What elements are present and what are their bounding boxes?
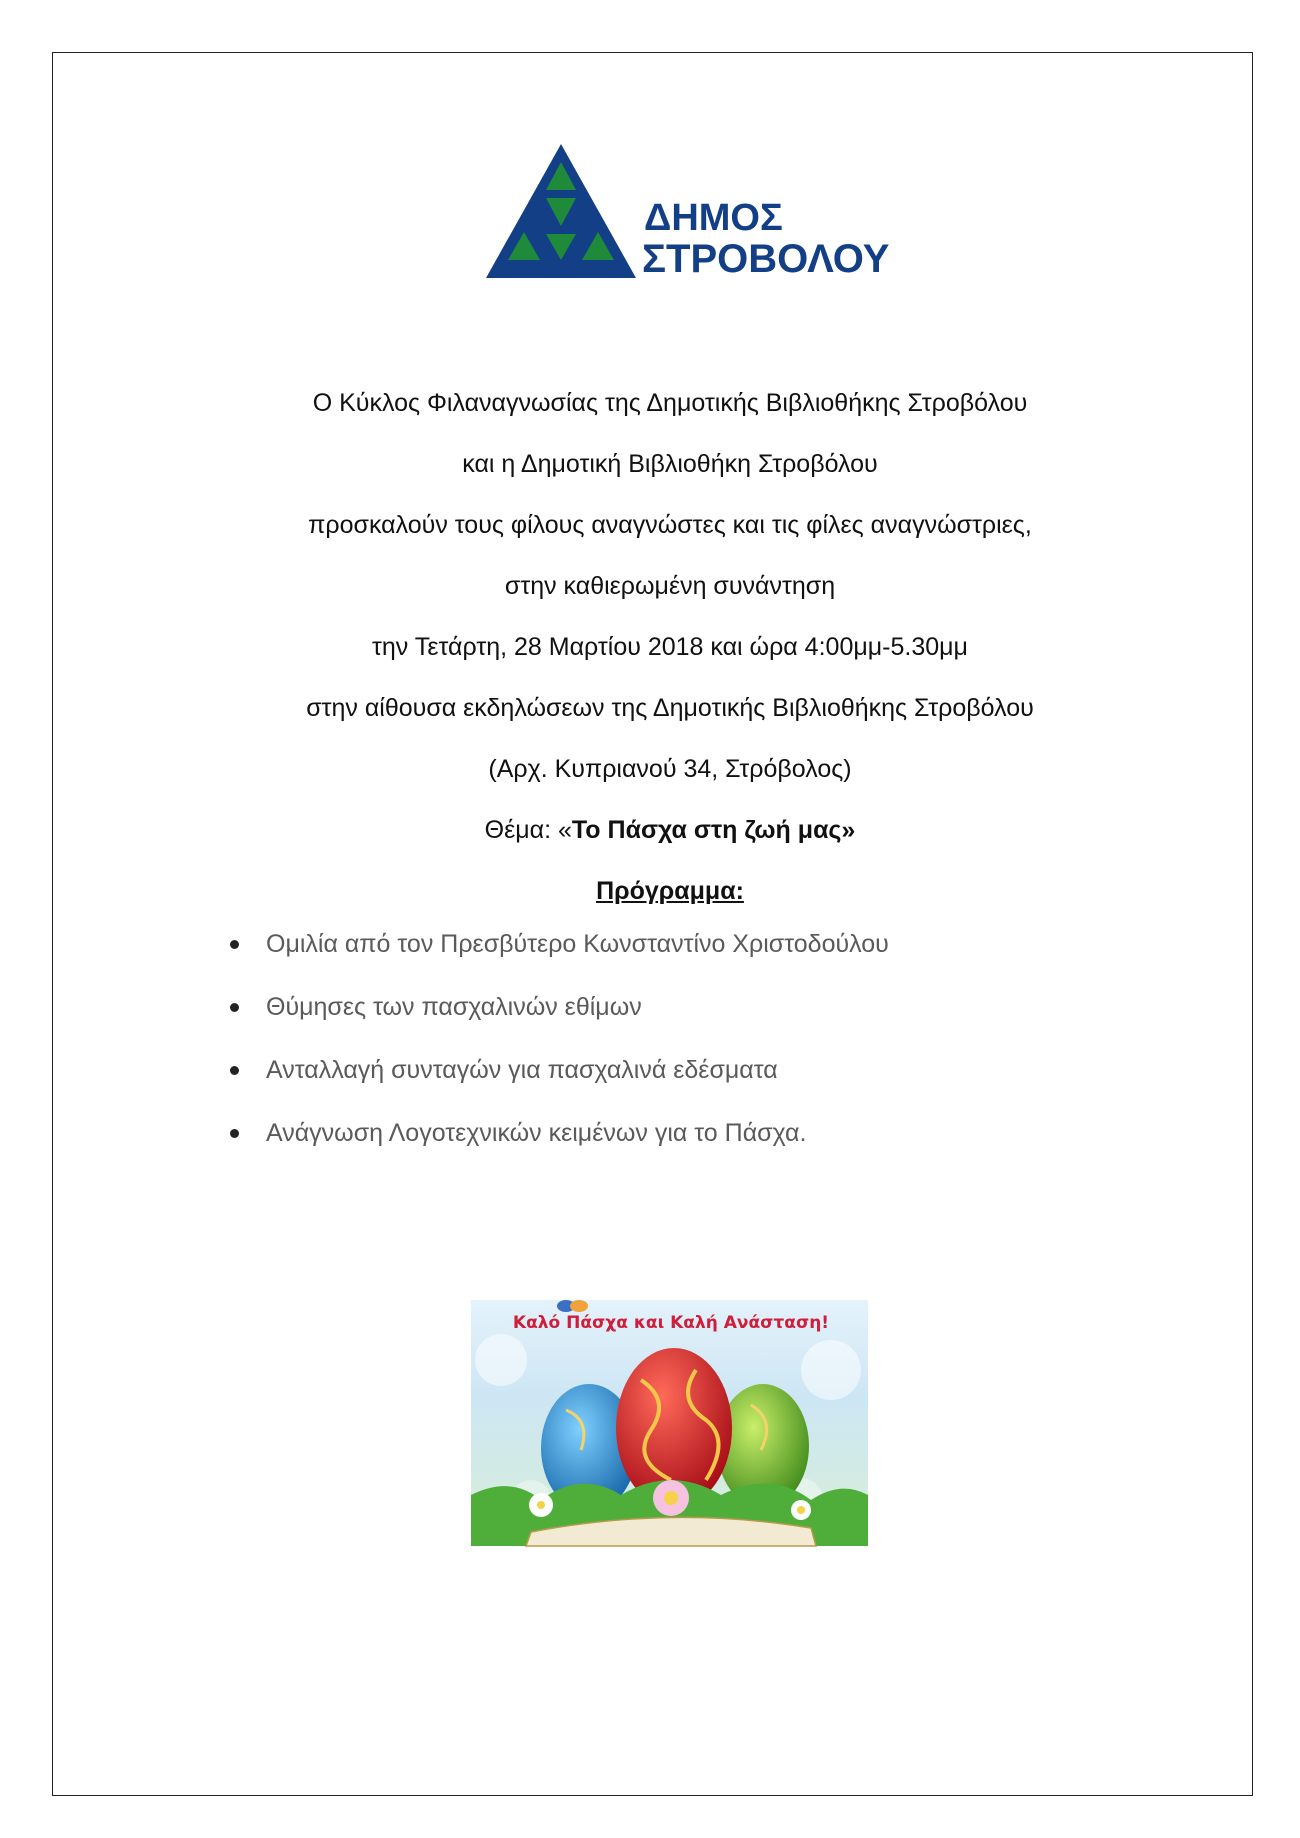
program-item-text: Ανταλλαγή συνταγών για πασχαλινά εδέσματα — [266, 1056, 778, 1084]
program-item — [222, 917, 889, 980]
program-item — [222, 1043, 889, 1106]
bullet-icon — [230, 1129, 239, 1138]
event-venue: στην αίθουσα εκδηλώσεων της Δημοτικής Βιβλιοθήκης Στροβόλου — [306, 694, 1034, 722]
invitation-text — [160, 380, 1180, 929]
invitation-line-2: και η Δημοτική Βιβλιοθήκη Στροβόλου — [462, 450, 878, 478]
event-address: (Αρχ. Κυπριανού 34, Στρόβολος) — [488, 755, 852, 783]
greeting-caption: Καλό Πάσχα και Καλή Ανάσταση! — [512, 1313, 830, 1333]
program-item — [222, 1106, 889, 1169]
program-item-text: Ομιλία από τον Πρεσβύτερο Κωνσταντίνο Χριστοδούλου — [266, 930, 889, 958]
topic-prefix: Θέμα: « — [484, 816, 572, 844]
logo-line1: ΔΗΜΟΣ — [644, 197, 783, 239]
event-date-time: την Τετάρτη, 28 Μαρτίου 2018 και ώρα 4:00μμ-5.30μμ — [372, 633, 968, 661]
event-topic — [160, 807, 1180, 868]
bullet-icon — [230, 1066, 239, 1075]
program-heading: Πρόγραμμα: — [596, 877, 744, 905]
program-item — [222, 980, 889, 1043]
bullet-icon — [230, 1003, 239, 1012]
invitation-line-4: στην καθιερωμένη συνάντηση — [504, 572, 836, 600]
program-item-text: Ανάγνωση Λογοτεχνικών κειμένων για το Πάσχα. — [266, 1119, 807, 1147]
topic-title: Το Πάσχα στη ζωή μας» — [571, 816, 856, 844]
bullet-icon — [230, 940, 239, 949]
invitation-line-1: Ο Κύκλος Φιλαναγνωσίας της Δημοτικής Βιβλιοθήκης Στροβόλου — [312, 389, 1028, 417]
program-list — [222, 917, 889, 1169]
easter-greeting-image — [471, 1300, 868, 1546]
logo-line2: ΣΤΡΟΒΟΛΟΥ — [642, 237, 890, 281]
program-item-text: Θύμησες των πασχαλινών εθίμων — [266, 993, 642, 1021]
municipality-logo — [484, 142, 890, 282]
butterfly-icon — [557, 1300, 588, 1312]
invitation-line-3: προσκαλούν τους φίλους αναγνώστες και τις φίλες αναγνώστριες, — [308, 511, 1032, 539]
